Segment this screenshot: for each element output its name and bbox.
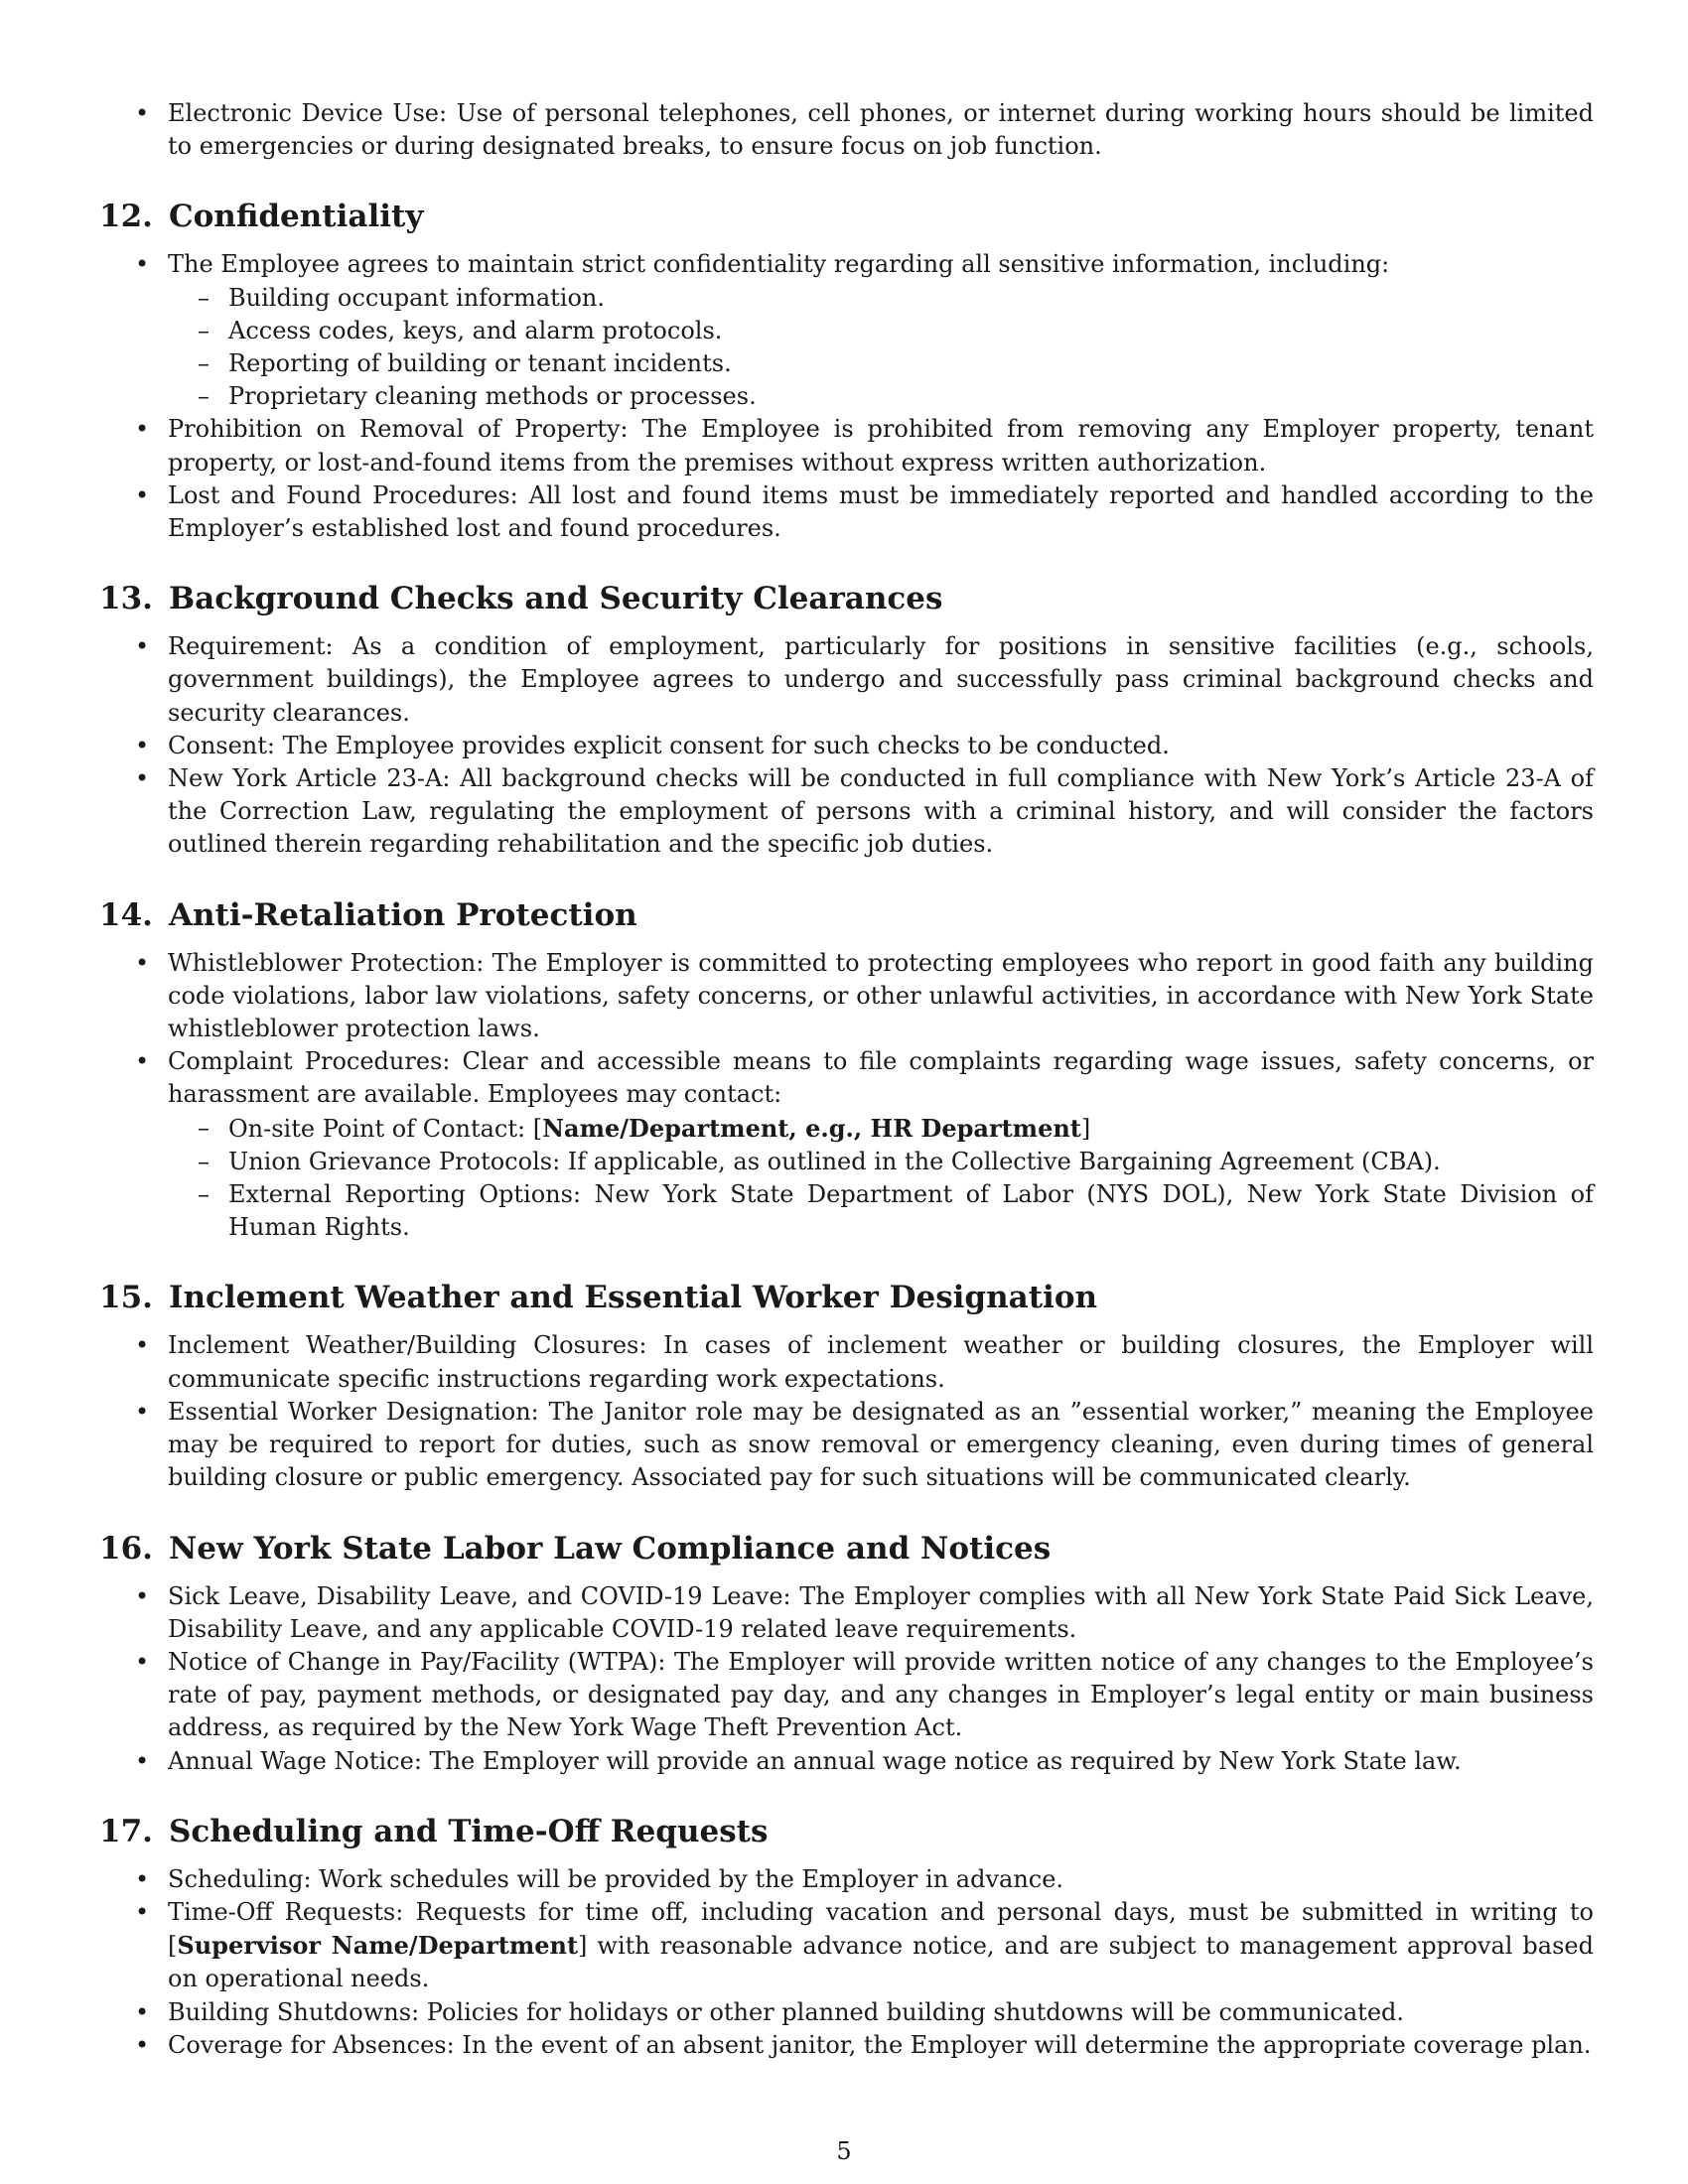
section-list — [99, 1863, 1594, 2062]
list-item-text: Complaint Procedures: Clear and accessible means to file complaints regarding wage issues, safety concerns, or harassment are available. Employees may contact: — [168, 1047, 1594, 1109]
bracket-close: ] — [1080, 1114, 1091, 1143]
section-heading — [99, 1529, 1594, 1569]
section-list — [99, 1580, 1594, 1778]
text-before: Time-Off Requests: Requests for time off, including vacation and personal days, must be submitted in writing to — [168, 1897, 1594, 1926]
sub-list-item: – Union Grievance Protocols: If applicable, as outlined in the Collective Bargaining Agreement (CBA). — [168, 1146, 1594, 1178]
section-list — [99, 1329, 1594, 1494]
list-item: • Coverage for Absences: In the event of an absent janitor, the Employer will determine the appropriate coverage plan. — [99, 2029, 1594, 2062]
bracket-open: [ — [532, 1114, 543, 1143]
section-heading — [99, 1812, 1594, 1851]
list-item: • Notice of Change in Pay/Facility (WTPA): The Employer will provide written notice of any changes to the Employee’s rate of pay, payment methods, or designated pay day, and any changes in Employer’s legal entity or main business address, as required by the New York Wage Theft Prevention Act. — [99, 1646, 1594, 1745]
bracket-open: [ — [168, 1932, 178, 1961]
list-item-text: The Employee agrees to maintain strict confidentiality regarding all sensitive information, including: — [168, 250, 1390, 279]
section-14 — [99, 895, 1594, 1245]
section-number: 14. — [99, 896, 153, 933]
list-item: • Sick Leave, Disability Leave, and COVID-19 Leave: The Employer complies with all New York State Paid Sick Leave, Disability Leave, and any applicable COVID-19 related leave requirements. — [99, 1580, 1594, 1646]
section-title: Confidentiality — [168, 199, 424, 235]
section-list — [99, 248, 1594, 545]
list-item-time-off — [99, 1896, 1594, 1996]
section-number: 15. — [99, 1280, 153, 1316]
list-item: • Lost and Found Procedures: All lost and found items must be immediately reported and handled according to the Employer’s established lost and found procedures. — [99, 479, 1594, 545]
sub-list — [168, 1112, 1594, 1245]
text-after: with reasonable advance notice, and are subject to management approval based on operational needs. — [168, 1932, 1594, 1993]
list-item — [99, 1045, 1594, 1244]
section-title: Scheduling and Time-Off Requests — [168, 1813, 769, 1849]
section-heading — [99, 197, 1594, 236]
section-title: Anti-Retaliation Protection — [168, 896, 637, 933]
section-number: 12. — [99, 199, 153, 235]
list-item: • New York Article 23-A: All background checks will be conducted in full compliance with New York’s Article 23-A of the Correction Law, regulating the employment of persons with a criminal history, and will consider the factors outlined therein regarding rehabilitation and the specific job duties. — [99, 762, 1594, 862]
list-item: • Inclement Weather/Building Closures: In cases of inclement weather or building closures, the Employer will communicate specific instructions regarding work expectations. — [99, 1329, 1594, 1395]
section-number: 17. — [99, 1813, 153, 1849]
list-item: • Consent: The Employee provides explicit consent for such checks to be conducted. — [99, 730, 1594, 762]
section-heading — [99, 1278, 1594, 1317]
sub-list-item: – Proprietary cleaning methods or processes. — [168, 380, 1594, 413]
section-17 — [99, 1812, 1594, 2062]
sub-list-item: – Reporting of building or tenant incidents. — [168, 347, 1594, 380]
sub-list-item: – Access codes, keys, and alarm protocols. — [168, 315, 1594, 347]
list-item: • Requirement: As a condition of employment, particularly for positions in sensitive facilities (e.g., schools, government buildings), the Employee agrees to undergo and successfully pass criminal background checks and security clearances. — [99, 630, 1594, 730]
list-item: • Annual Wage Notice: The Employer will provide an annual wage notice as required by New York State law. — [99, 1745, 1594, 1778]
sub-list-item: – External Reporting Options: New York State Department of Labor (NYS DOL), New York State Division of Human Rights. — [168, 1178, 1594, 1244]
list-item: • Building Shutdowns: Policies for holidays or other planned building shutdowns will be communicated. — [99, 1996, 1594, 2029]
section-number: 13. — [99, 581, 153, 617]
list-item — [99, 248, 1594, 413]
section-15 — [99, 1278, 1594, 1494]
list-item: • Prohibition on Removal of Property: The Employee is prohibited from removing any Employer property, tenant property, or lost-and-found items from the premises without express written authorization. — [99, 413, 1594, 478]
contact-placeholder: Name/Department, e.g., HR Department — [542, 1113, 1081, 1143]
section-16 — [99, 1529, 1594, 1778]
section-title: Background Checks and Security Clearances — [168, 581, 943, 617]
section-12 — [99, 197, 1594, 545]
sub-list — [168, 282, 1594, 414]
sub-list-item-contact — [168, 1112, 1594, 1146]
bracket-close: ] — [578, 1932, 588, 1961]
supervisor-placeholder: Supervisor Name/Department — [177, 1931, 579, 1961]
section-list — [99, 947, 1594, 1245]
section-title: New York State Labor Law Compliance and Notices — [168, 1530, 1052, 1567]
section-heading — [99, 579, 1594, 618]
sub-list-item: – Building occupant information. — [168, 282, 1594, 315]
section-title: Inclement Weather and Essential Worker Designation — [168, 1280, 1098, 1316]
list-item: • Electronic Device Use: Use of personal telephones, cell phones, or internet during working hours should be limited to emergencies or during designated breaks, to ensure focus on job function. — [99, 97, 1594, 163]
page-number: 5 — [836, 2137, 852, 2165]
section-heading — [99, 895, 1594, 935]
list-item: • Scheduling: Work schedules will be provided by the Employer in advance. — [99, 1863, 1594, 1896]
list-item: • Essential Worker Designation: The Janitor role may be designated as an ”essential worker,” meaning the Employee may be required to report for duties, such as snow removal or emergency cleaning, even during times of general building closure or public emergency. Associated pay for such situations will be communicated clearly. — [99, 1396, 1594, 1495]
intro-list — [99, 97, 1594, 163]
list-item: • Whistleblower Protection: The Employer is committed to protecting employees who report in good faith any building code violations, labor law violations, safety concerns, or other unlawful activities, in accordance with New York State whistleblower protection laws. — [99, 947, 1594, 1046]
section-number: 16. — [99, 1530, 153, 1567]
page-content — [99, 97, 1594, 2062]
section-13 — [99, 579, 1594, 861]
contact-prefix: On-site Point of Contact: — [228, 1114, 533, 1143]
section-list — [99, 630, 1594, 861]
